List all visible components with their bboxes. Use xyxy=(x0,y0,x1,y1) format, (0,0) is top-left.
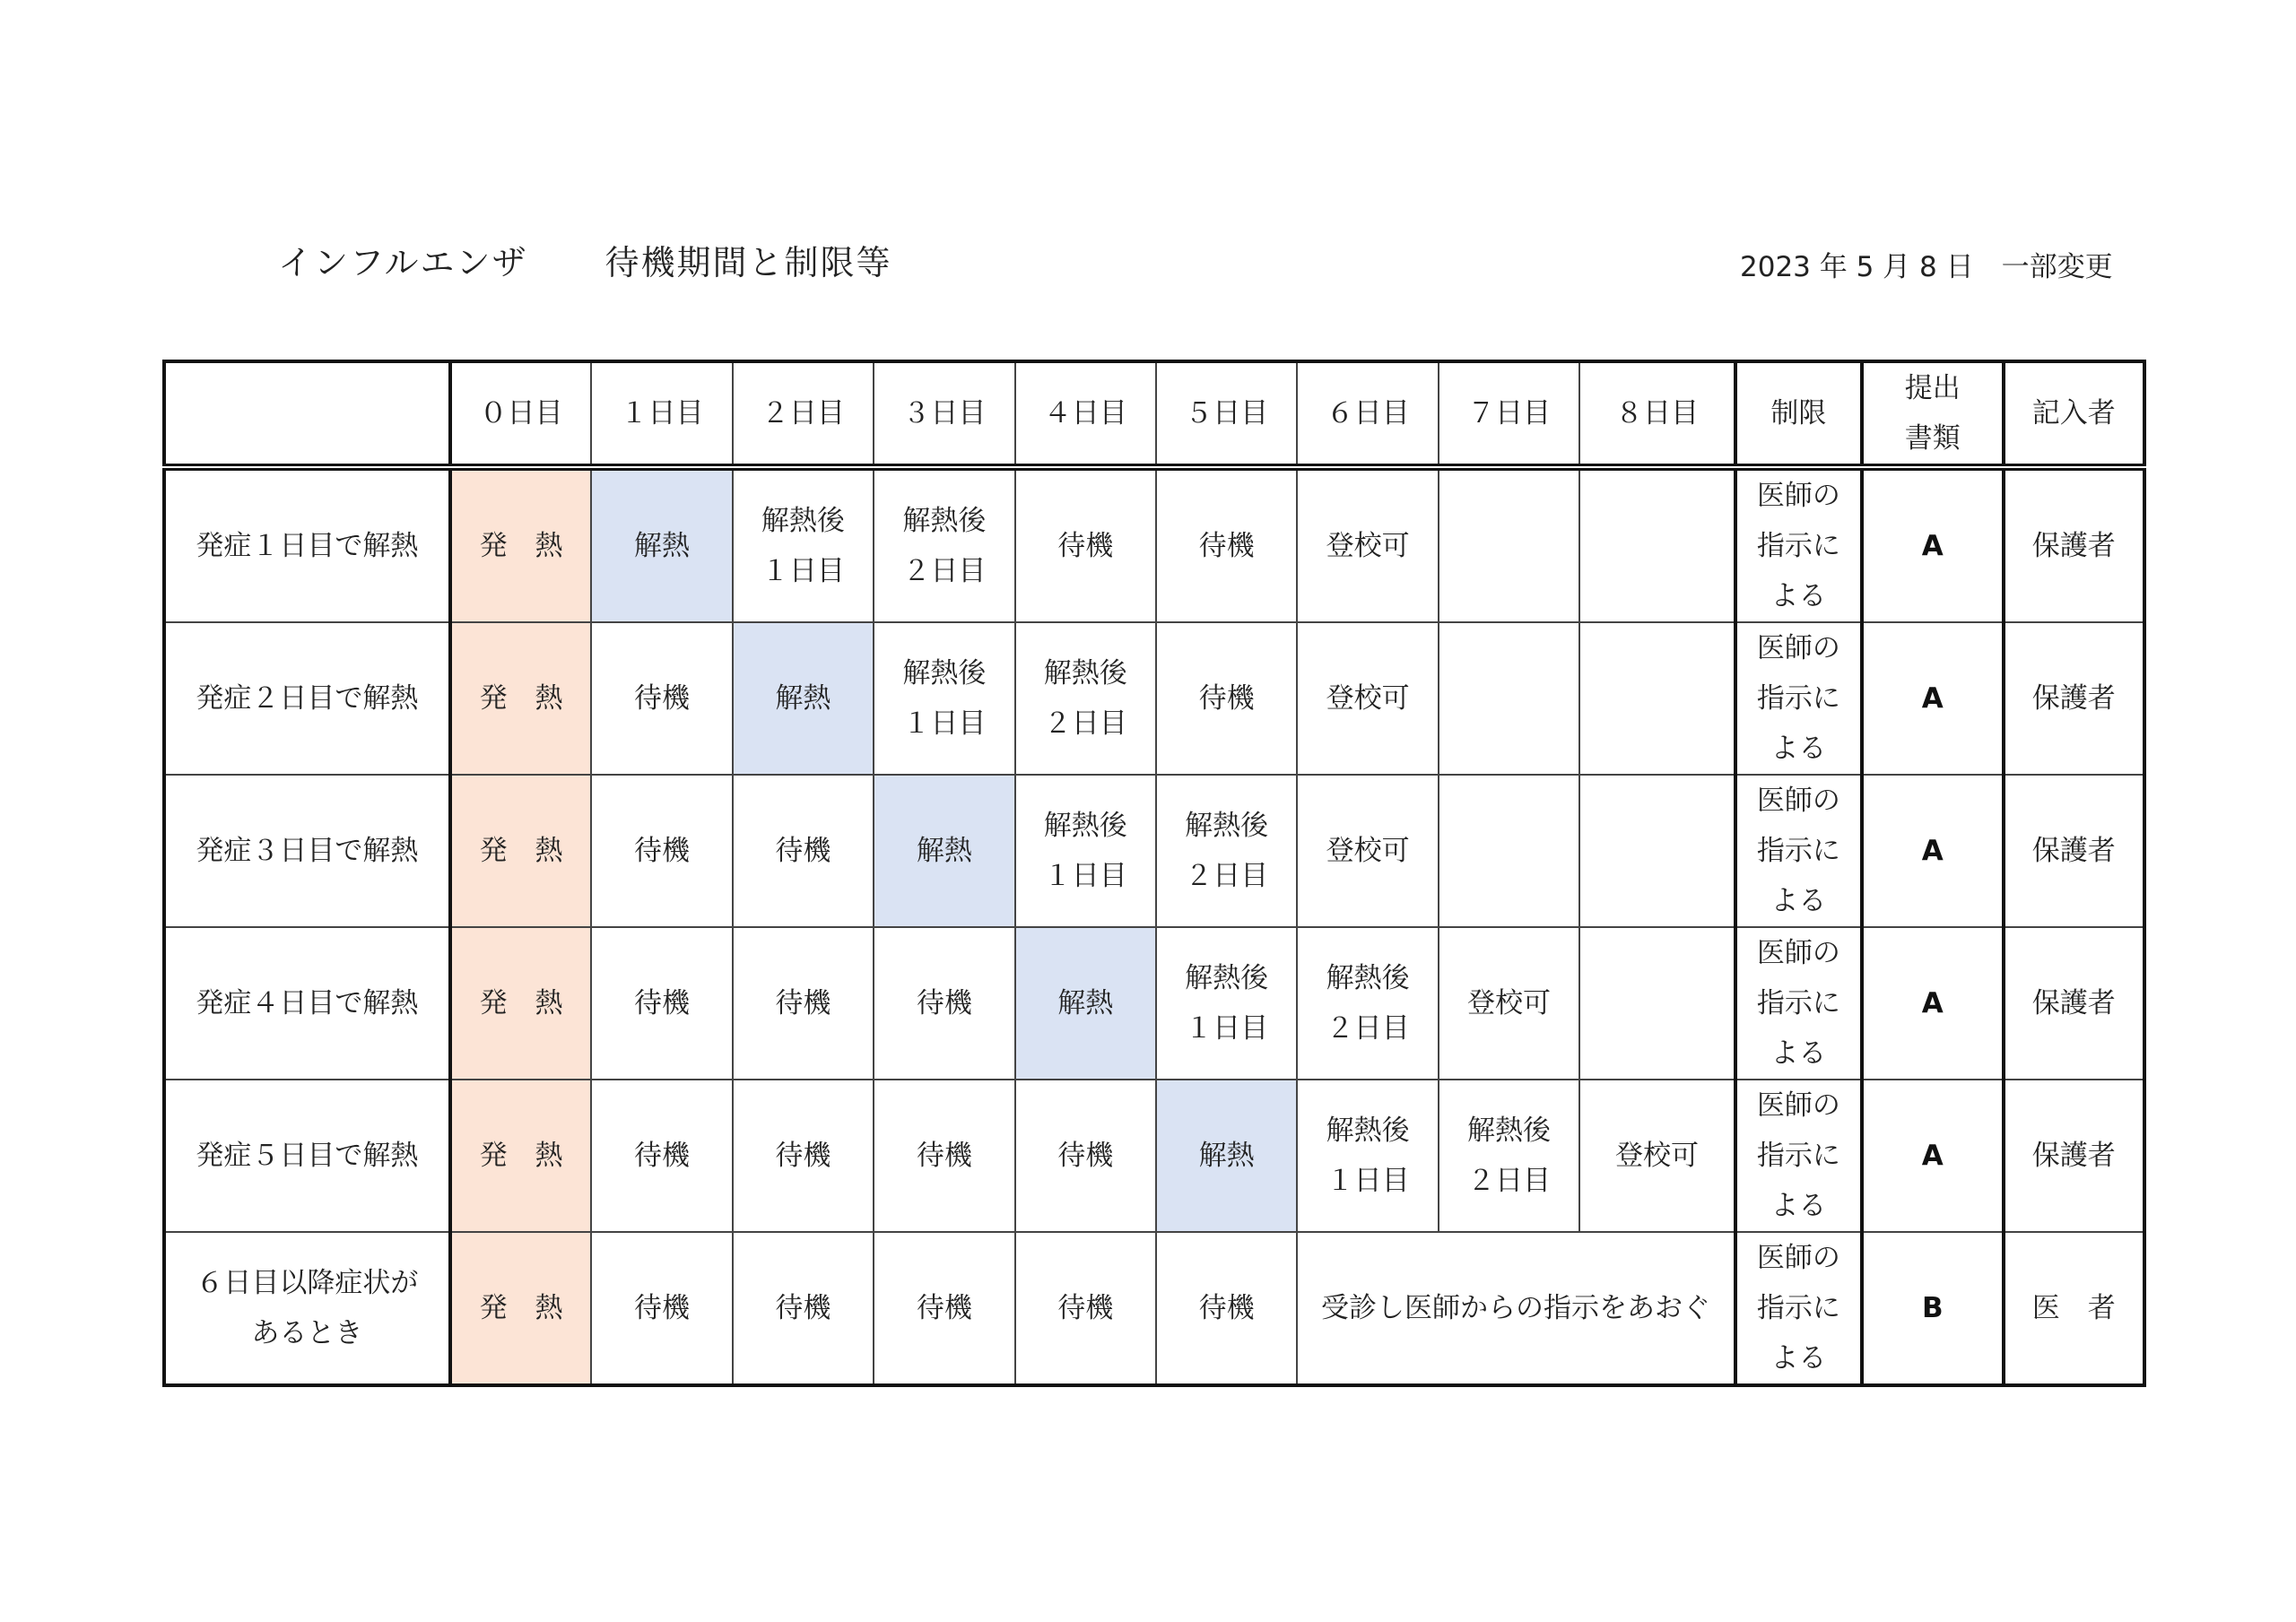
restriction-line: 医師の xyxy=(1756,1089,1840,1122)
day-cell: 待機 xyxy=(1156,622,1297,775)
day-cell: 発 熱 xyxy=(450,1080,591,1232)
day-cell xyxy=(1015,622,1156,775)
header-day: ２日目 xyxy=(733,361,874,467)
day-cell: 待機 xyxy=(591,1080,732,1232)
header-document-line2: 書類 xyxy=(1904,422,1961,455)
day-cell: 待機 xyxy=(733,775,874,927)
header-day: ４日目 xyxy=(1015,361,1156,467)
day-cell xyxy=(1579,622,1735,775)
restriction-line: よる xyxy=(1770,1342,1827,1375)
day-cell-line: 解熱後 xyxy=(1185,962,1269,994)
row-label-line1: ６日目以降症状が xyxy=(196,1267,419,1299)
recorder-cell: 保護者 xyxy=(2004,467,2145,622)
restriction-line: よる xyxy=(1770,1037,1827,1070)
restriction-line: 医師の xyxy=(1756,632,1840,664)
day-cell-line: １日目 xyxy=(1043,860,1127,892)
day-cell: 発 熱 xyxy=(450,622,591,775)
title-main: インフルエンザ xyxy=(278,243,528,282)
restriction-cell xyxy=(1735,1080,1862,1232)
day-cell xyxy=(1579,467,1735,622)
day-cell-line: １日目 xyxy=(902,707,987,740)
restriction-line: 指示に xyxy=(1756,987,1840,1019)
day-cell-line: １日目 xyxy=(1185,1012,1269,1045)
revision-date: 2023 年 5 月 8 日 一部変更 xyxy=(1740,251,2113,283)
restriction-cell xyxy=(1735,622,1862,775)
row-label: 発症３日目で解熱 xyxy=(164,775,450,927)
restriction-line: よる xyxy=(1770,580,1827,612)
day-cell-line: 解熱後 xyxy=(1043,810,1127,842)
day-cell: 解熱 xyxy=(874,775,1014,927)
row-label: 発症４日目で解熱 xyxy=(164,927,450,1080)
day-cell-line: 解熱後 xyxy=(761,505,845,537)
day-cell xyxy=(1579,775,1735,927)
table-row xyxy=(164,927,2144,1080)
day-cell: 登校可 xyxy=(1579,1080,1735,1232)
restriction-line: 指示に xyxy=(1756,1140,1840,1172)
restriction-line: 指示に xyxy=(1756,835,1840,867)
day-cell xyxy=(1297,927,1438,1080)
day-cell-line: １日目 xyxy=(1326,1165,1410,1197)
day-cell-line: ２日目 xyxy=(902,555,987,587)
document-type: A xyxy=(1862,775,2003,927)
day-cell xyxy=(1156,775,1297,927)
day-cell: 登校可 xyxy=(1439,927,1579,1080)
row-label: 発症１日目で解熱 xyxy=(164,467,450,622)
day-cell-line: 解熱後 xyxy=(1326,962,1410,994)
day-cell: 解熱 xyxy=(1015,927,1156,1080)
header-document xyxy=(1862,361,2003,467)
day-cell-line: ２日目 xyxy=(1185,860,1269,892)
day-cell: 発 熱 xyxy=(450,927,591,1080)
header-blank xyxy=(164,361,450,467)
day-cell xyxy=(1439,622,1579,775)
day-cell: 待機 xyxy=(1015,467,1156,622)
restriction-line: よる xyxy=(1770,1190,1827,1222)
day-cell-line: 解熱後 xyxy=(1326,1115,1410,1147)
day-cell: 待機 xyxy=(591,622,732,775)
document-type: B xyxy=(1862,1232,2003,1385)
day-cell: 解熱 xyxy=(591,467,732,622)
day-cell: 登校可 xyxy=(1297,467,1438,622)
recorder-cell: 保護者 xyxy=(2004,1080,2145,1232)
recorder-cell: 保護者 xyxy=(2004,927,2145,1080)
day-cell-line: 解熱後 xyxy=(1467,1115,1552,1147)
day-cell: 待機 xyxy=(1015,1232,1156,1385)
day-cell: 発 熱 xyxy=(450,775,591,927)
day-cell: 発 熱 xyxy=(450,467,591,622)
header-document-line1: 提出 xyxy=(1904,372,1961,404)
restriction-line: 指示に xyxy=(1756,1292,1840,1324)
recorder-cell: 医 者 xyxy=(2004,1232,2145,1385)
restriction-cell xyxy=(1735,467,1862,622)
header-day: ３日目 xyxy=(874,361,1014,467)
page-title xyxy=(278,235,892,284)
day-cell xyxy=(1579,927,1735,1080)
table-row xyxy=(164,775,2144,927)
restriction-line: 医師の xyxy=(1756,480,1840,512)
day-cell-line: ２日目 xyxy=(1326,1012,1410,1045)
header-day: ７日目 xyxy=(1439,361,1579,467)
table-body xyxy=(164,361,2144,1385)
day-cell: 待機 xyxy=(733,1232,874,1385)
merged-note-cell: 受診し医師からの指示をあおぐ xyxy=(1297,1232,1735,1385)
day-cell-line: 解熱後 xyxy=(1185,810,1269,842)
header-day: １日目 xyxy=(591,361,732,467)
header-recorder: 記入者 xyxy=(2004,361,2145,467)
day-cell: 待機 xyxy=(874,927,1014,1080)
restriction-cell xyxy=(1735,775,1862,927)
restriction-line: 医師の xyxy=(1756,785,1840,817)
waiting-period-table xyxy=(162,360,2146,1387)
row-label xyxy=(164,1232,450,1385)
day-cell xyxy=(1156,927,1297,1080)
day-cell xyxy=(874,467,1014,622)
table-row xyxy=(164,1080,2144,1232)
title-sub: 待機期間と制限等 xyxy=(604,243,892,282)
document-type: A xyxy=(1862,622,2003,775)
restriction-cell xyxy=(1735,927,1862,1080)
header-day: ８日目 xyxy=(1579,361,1735,467)
day-cell: 登校可 xyxy=(1297,622,1438,775)
day-cell-line: １日目 xyxy=(761,555,845,587)
table-row xyxy=(164,1232,2144,1385)
day-cell: 解熱 xyxy=(1156,1080,1297,1232)
header-restriction: 制限 xyxy=(1735,361,1862,467)
day-cell: 待機 xyxy=(591,927,732,1080)
day-cell: 待機 xyxy=(591,775,732,927)
day-cell: 待機 xyxy=(733,927,874,1080)
document-type: A xyxy=(1862,927,2003,1080)
day-cell: 待機 xyxy=(591,1232,732,1385)
document-type: A xyxy=(1862,1080,2003,1232)
day-cell-line: 解熱後 xyxy=(902,657,987,690)
day-cell: 待機 xyxy=(733,1080,874,1232)
day-cell: 解熱 xyxy=(733,622,874,775)
day-cell xyxy=(1439,775,1579,927)
table-row xyxy=(164,622,2144,775)
restriction-line: 指示に xyxy=(1756,530,1840,562)
header-day: ５日目 xyxy=(1156,361,1297,467)
day-cell-line: ２日目 xyxy=(1043,707,1127,740)
day-cell-line: 解熱後 xyxy=(1043,657,1127,690)
document-type: A xyxy=(1862,467,2003,622)
day-cell: 発 熱 xyxy=(450,1232,591,1385)
day-cell: 待機 xyxy=(874,1080,1014,1232)
restriction-line: 指示に xyxy=(1756,682,1840,715)
row-label-line2: あるとき xyxy=(251,1317,363,1349)
restriction-cell xyxy=(1735,1232,1862,1385)
day-cell xyxy=(1297,1080,1438,1232)
day-cell xyxy=(733,467,874,622)
day-cell-line: ２日目 xyxy=(1467,1165,1552,1197)
day-cell: 待機 xyxy=(874,1232,1014,1385)
table-row xyxy=(164,467,2144,622)
recorder-cell: 保護者 xyxy=(2004,775,2145,927)
recorder-cell: 保護者 xyxy=(2004,622,2145,775)
restriction-line: 医師の xyxy=(1756,1242,1840,1274)
day-cell xyxy=(874,622,1014,775)
header-day: ０日目 xyxy=(450,361,591,467)
restriction-line: 医師の xyxy=(1756,937,1840,969)
day-cell xyxy=(1439,1080,1579,1232)
header-row xyxy=(164,361,2144,467)
day-cell xyxy=(1015,775,1156,927)
restriction-line: よる xyxy=(1770,733,1827,765)
row-label: 発症２日目で解熱 xyxy=(164,622,450,775)
day-cell-line: 解熱後 xyxy=(902,505,987,537)
restriction-line: よる xyxy=(1770,885,1827,917)
header-day: ６日目 xyxy=(1297,361,1438,467)
row-label: 発症５日目で解熱 xyxy=(164,1080,450,1232)
day-cell: 待機 xyxy=(1015,1080,1156,1232)
day-cell: 待機 xyxy=(1156,467,1297,622)
day-cell xyxy=(1439,467,1579,622)
day-cell: 登校可 xyxy=(1297,775,1438,927)
day-cell: 待機 xyxy=(1156,1232,1297,1385)
